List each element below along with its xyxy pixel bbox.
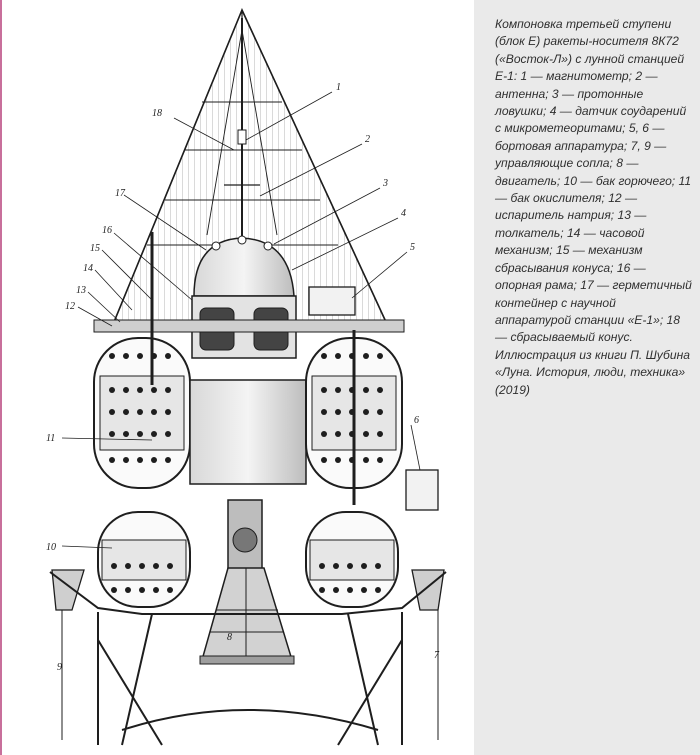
callout-4: 4 bbox=[401, 208, 406, 219]
callout-2: 2 bbox=[365, 134, 370, 145]
callout-16: 16 bbox=[102, 225, 112, 236]
central-tank-section bbox=[190, 380, 306, 484]
steering-nozzle-right bbox=[412, 570, 444, 610]
callout-14: 14 bbox=[83, 263, 93, 274]
callout-1: 1 bbox=[336, 82, 341, 93]
engine bbox=[200, 500, 294, 664]
callout-9: 9 bbox=[57, 662, 62, 673]
figure-caption: Компоновка третьей ступени (блок Е) ракеты-носителя 8К72 («Восток-Л») с лунной станцией Е-1: 1 — магнитометр; 2 — антенна; 3 — протонные ловушки; 4 — датчик соударений с микрометеоритами; 5, 6 — бортовая аппаратура; 7, 9 — управляющие сопла; 8 — двигатель; 10 — бак горючего; 11 — бак окислителя; 12 — испаритель натрия; 13 — толкатель; 14 — часовой механизм; 15 — механизм сбрасывания конуса; 16 — опорная рама; 17 — герметичный контейнер с научной аппаратурой станции «Е-1»; 18 — сбрасываемый конус. Иллюстрация из книги П. Шубина «Луна. История, люди, техника» (2019) bbox=[495, 17, 692, 397]
fuel-tank-right bbox=[306, 512, 398, 607]
callout-18: 18 bbox=[152, 108, 162, 119]
top-ring bbox=[94, 320, 404, 332]
callout-12: 12 bbox=[65, 301, 75, 312]
rocket-stage-drawing bbox=[2, 0, 474, 755]
callout-7: 7 bbox=[434, 650, 439, 661]
callout-10: 10 bbox=[46, 542, 56, 553]
callout-3: 3 bbox=[383, 178, 388, 189]
callout-17: 17 bbox=[115, 188, 125, 199]
caption-panel bbox=[474, 0, 700, 755]
callout-6: 6 bbox=[414, 415, 419, 426]
fuel-tank-left bbox=[98, 512, 190, 607]
sealed-container bbox=[192, 236, 296, 358]
callout-5: 5 bbox=[410, 242, 415, 253]
callout-8: 8 bbox=[227, 632, 232, 643]
instrument-box bbox=[309, 287, 355, 315]
equipment-box-right bbox=[406, 470, 438, 510]
technical-illustration bbox=[2, 0, 474, 755]
callout-13: 13 bbox=[76, 285, 86, 296]
oxidizer-tank-left bbox=[94, 338, 190, 488]
callout-11: 11 bbox=[46, 433, 56, 444]
callout-15: 15 bbox=[90, 243, 100, 254]
